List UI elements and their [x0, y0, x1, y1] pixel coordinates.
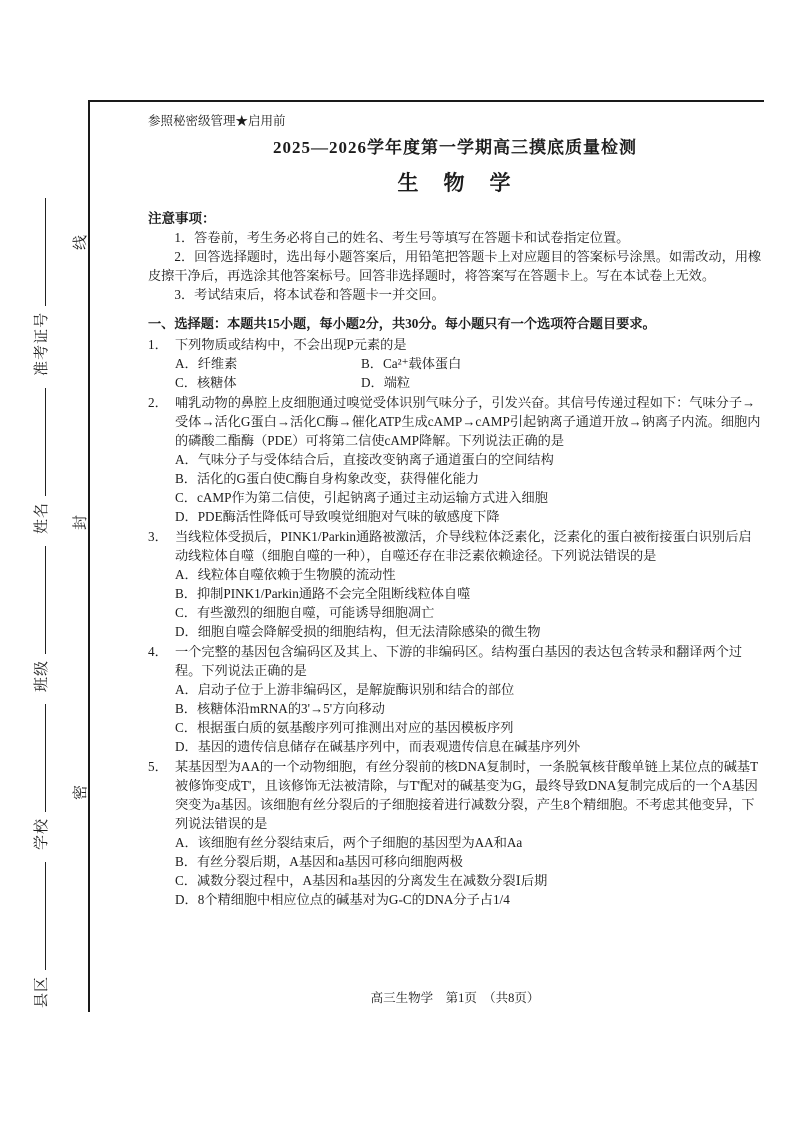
question-2-number: 2．: [148, 395, 168, 411]
question-3-options: [175, 565, 762, 641]
question-3-stem: 当线粒体受损后，PINK1/Parkin通路被激活，介导线粒体泛素化，泛素化的蛋白被衔接蛋白识别后启动线粒体自噬（细胞自噬的一种），自噬还存在非泛素依赖途径。下列说法错误的是: [175, 529, 752, 564]
question-4-stem: 一个完整的基因包含编码区及其上、下游的非编码区。结构蛋白基因的表达包含转录和翻译两个过程。下列说法正确的是: [175, 644, 743, 679]
question-2-stem: 哺乳动物的鼻腔上皮细胞通过嗅觉受体识别气味分子，引发兴奋。其信号传递过程如下：气味分子→受体→活化G蛋白→活化C酶→催化ATP生成cAMP→cAMP引起钠离子通道开放→钠离子内流。细胞内的磷酸二酯酶（PDE）可将第二信使cAMP降解。下列说法正确的是: [175, 395, 761, 449]
question-2-option-b: B．活化的G蛋白使C酶自身构象改变，获得催化能力: [175, 471, 480, 487]
question-2-option-d: D．PDE酶活性降低可导致嗅觉细胞对气味的敏感度下降: [175, 509, 500, 525]
question-2-options: [175, 450, 762, 526]
seal-field-examno-blank: [31, 198, 46, 306]
classification-notice: 参照秘密级管理★启用前: [148, 114, 286, 128]
seal-field-examno-label: 准考证号: [34, 311, 50, 376]
question-1-option-a: A．纤维素: [175, 356, 238, 372]
question-1-body: [175, 335, 762, 392]
seal-field-name-blank: [31, 388, 46, 496]
seal-field-school-blank: [31, 704, 46, 812]
question-1-option-c: C．核糖体: [175, 375, 237, 391]
question-3-number: 3．: [148, 529, 168, 545]
question-1-option-b: B．Ca²⁺载体蛋白: [361, 356, 462, 372]
question-4-options: [175, 680, 762, 756]
seal-char-feng: 封: [73, 514, 90, 531]
question-2: [148, 393, 762, 526]
question-5-body: [175, 757, 762, 909]
subject-title: 生 物 学: [397, 171, 513, 196]
top-border-rule: [88, 100, 764, 102]
seal-char-xian: 线: [73, 234, 90, 251]
question-5-option-b: B．有丝分裂后期，A基因和a基因可移向细胞两极: [175, 854, 463, 870]
notice-item-1: 1．答卷前，考生务必将自己的姓名、考生号等填写在答题卡和试卷指定位置。: [174, 230, 630, 246]
exam-title: 2025—2026学年度第一学期高三摸底质量检测: [273, 138, 637, 157]
notice-heading: 注意事项：: [148, 210, 216, 226]
seal-field-school-label: 学校: [34, 817, 50, 850]
seal-field-district-blank: [31, 862, 46, 970]
question-5-options: [175, 833, 762, 909]
question-1-option-d: D．端粒: [361, 375, 411, 391]
question-4-number: 4．: [148, 644, 168, 660]
question-3-option-a: A．线粒体自噬依赖于生物膜的流动性: [175, 567, 396, 583]
question-5-option-c: C．减数分裂过程中，A基因和a基因的分离发生在减数分裂Ⅰ后期: [175, 873, 548, 889]
notice-item-2: 2．回答选择题时，选出每小题答案后，用铅笔把答题卡上对应题目的答案标号涂黑。如需改动，用橡皮擦干净后，再选涂其他答案标号。回答非选择题时，将答案写在答题卡上。写在本试卷上无效。: [148, 249, 762, 284]
question-3-option-d: D．细胞自噬会降解受损的细胞结构，但无法清除感染的微生物: [175, 624, 541, 640]
seal-field-name-label: 姓名: [34, 501, 50, 534]
question-3-option-b: B．抑制PINK1/Parkin通路不会完全阻断线粒体自噬: [175, 586, 471, 602]
question-1-stem: 下列物质或结构中，不会出现P元素的是: [175, 337, 407, 353]
question-4-option-c: C．根据蛋白质的氨基酸序列可推测出对应的基因模板序列: [175, 720, 514, 736]
seal-student-fields: [30, 186, 51, 1008]
notice-item-3: 3．考试结束后，将本试卷和答题卡一并交回。: [174, 287, 445, 303]
question-3-option-c: C．有些激烈的细胞自噬，可能诱导细胞凋亡: [175, 605, 435, 621]
section-one-heading: 一、选择题：本题共15小题，每小题2分，共30分。每小题只有一个选项符合题目要求。: [148, 316, 656, 332]
question-3-body: [175, 527, 762, 641]
question-2-body: [175, 393, 762, 526]
question-4-option-a: A．启动子位于上游非编码区，是解旋酶识别和结合的部位: [175, 682, 515, 698]
question-5: [148, 757, 762, 909]
seal-field-class-label: 班级: [34, 659, 50, 692]
question-5-option-a: A．该细胞有丝分裂结束后，两个子细胞的基因型为AA和Aa: [175, 835, 523, 851]
question-1-options: [175, 354, 762, 392]
question-1-number: 1．: [148, 337, 168, 353]
seal-field-class-blank: [31, 546, 46, 654]
question-4: [148, 642, 762, 756]
question-4-option-d: D．基因的遗传信息储存在碱基序列中，而表观遗传信息在碱基序列外: [175, 739, 581, 755]
seal-char-mi: 密: [73, 784, 90, 801]
question-3: [148, 527, 762, 641]
question-4-body: [175, 642, 762, 756]
question-5-option-d: D．8个精细胞中相应位点的碱基对为G-C的DNA分子占1/4: [175, 892, 510, 908]
question-4-option-b: B．核糖体沿mRNA的3'→5'方向移动: [175, 701, 385, 717]
exam-content: [148, 112, 762, 909]
question-1: [148, 335, 762, 392]
question-2-option-a: A．气味分子与受体结合后，直接改变钠离子通道蛋白的空间结构: [175, 452, 554, 468]
question-5-number: 5．: [148, 759, 168, 775]
question-2-option-c: C．cAMP作为第二信使，引起钠离子通过主动运输方式进入细胞: [175, 490, 548, 506]
page-footer: 高三生物学 第1页 （共8页）: [370, 991, 540, 1005]
seal-field-district-label: 县区: [34, 975, 50, 1008]
question-5-stem: 某基因型为AA的一个动物细胞，有丝分裂前的核DNA复制时，一条脱氧核苷酸单链上某位点的碱基T被修饰变成T'，且该修饰无法被清除，与T'配对的碱基变为G，最终导致DNA复制完成后的一个A基因突变为a基因。该细胞有丝分裂后的子细胞接着进行减数分裂，产生8个精细胞。不考虑其他变异，下列说法错误的是: [175, 759, 759, 832]
